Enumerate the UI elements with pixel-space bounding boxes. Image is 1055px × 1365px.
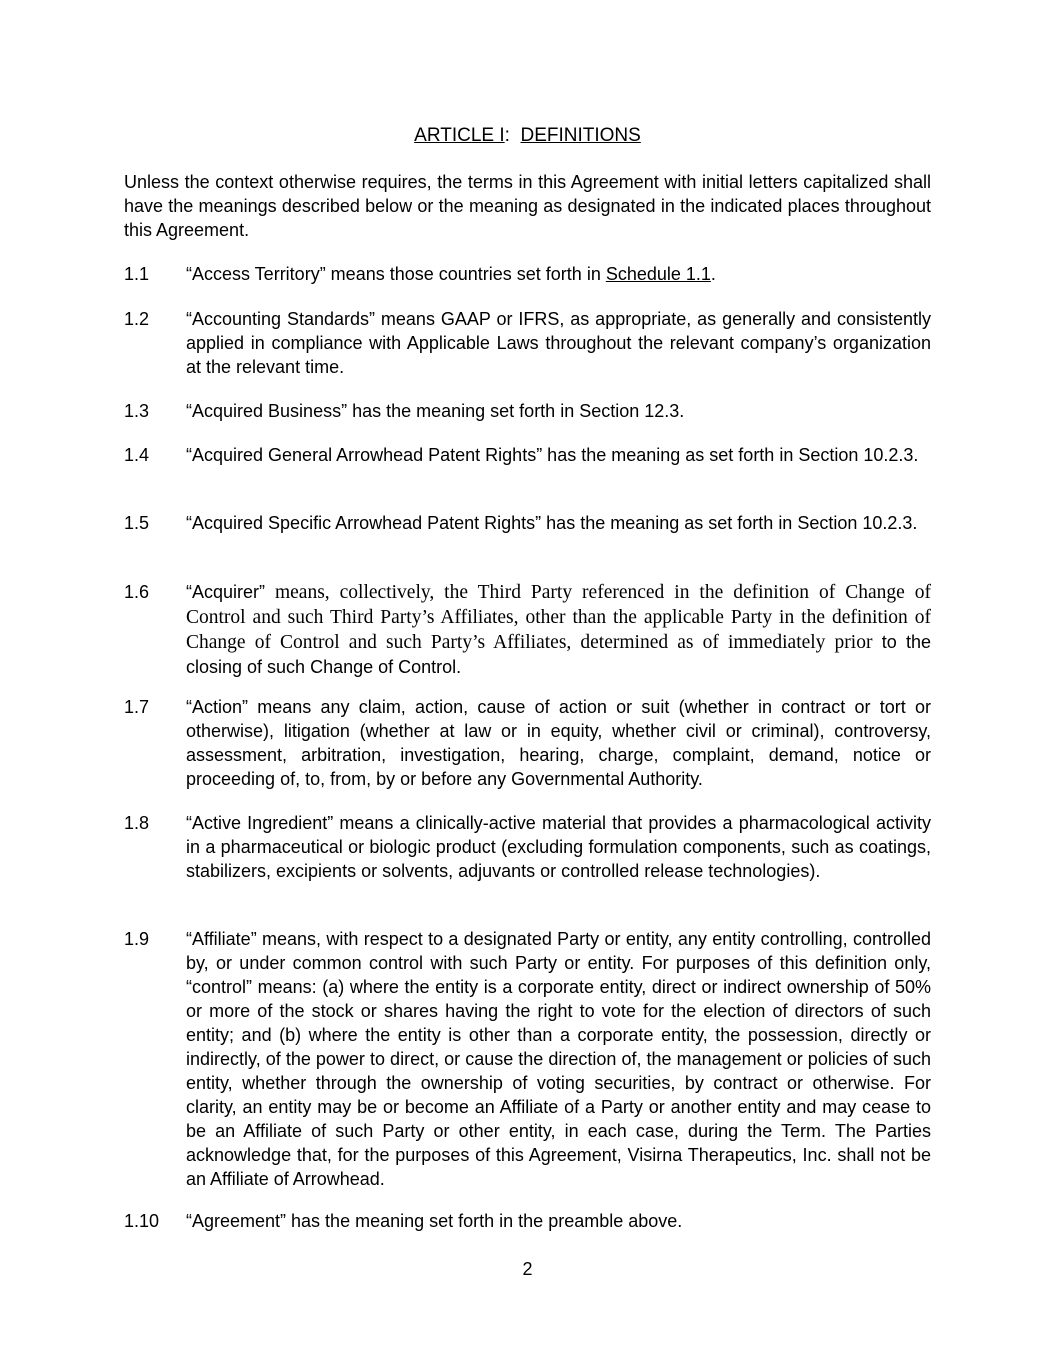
definition-1-8 — [124, 811, 931, 883]
heading-colon: : — [504, 125, 510, 146]
definition-serif-text: means, collectively, the Third Party referenced in the definition of Change of Control and such Third Party’s Affiliates, other than the applicable Party in the definition of Change of Control and such Party’s Affiliates, determined as of immediately prior — [186, 582, 931, 653]
definition-1-1 — [124, 262, 931, 286]
definition-1-9 — [124, 927, 931, 1191]
definition-text: “Affiliate” means, with respect to a designated Party or entity, any entity controlling, controlled by, or under common control with such Party or entity. For purposes of this definition only, “control” means: (a) where the entity is a corporate entity, direct or indirect ownership of 50% or more of the stock or shares having the right to vote for the election of directors of such entity; and (b) where the entity is other than a corporate entity, the possession, directly or indirectly, of the power to direct, or cause the direction of, the management or policies of such entity, whether through the ownership of voting securities, by contract or otherwise. For clarity, an entity may be or become an Affiliate of a Party or another entity and may cease to be an Affiliate of such Party or other entity, in each case, during the Term. The Parties acknowledge that, for the purposes of this Agreement, Visirna Therapeutics, Inc. shall not be an Affiliate of Arrowhead. — [186, 929, 931, 1189]
definition-number: 1.3 — [124, 401, 150, 421]
definition-number: 1.6 — [124, 582, 150, 602]
definition-text: “Agreement” has the meaning set forth in the preamble above. — [186, 1211, 683, 1231]
definition-tail: to the closing of such Change of Control. — [186, 632, 931, 677]
definition-text: “Acquired General Arrowhead Patent Rights” has the meaning as set forth in Section 10.2.3. — [186, 445, 919, 465]
definition-text: “Active Ingredient” means a clinically-active material that provides a pharmacological activity in a pharmaceutical or biologic product (excluding formulation components, such as coatings, stabilizers, excipients or solvents, adjuvants or controlled release technologies). — [186, 813, 931, 881]
definition-number: 1.10 — [124, 1211, 160, 1231]
definition-lead: “Access Territory” means those countries set forth in — [186, 264, 606, 284]
definition-1-5 — [124, 511, 931, 535]
page-number: 2 — [522, 1259, 533, 1279]
article-label: ARTICLE I — [414, 125, 505, 146]
definition-text: “Acquired Business” has the meaning set forth in Section 12.3. — [186, 401, 685, 421]
definition-number: 1.1 — [124, 264, 150, 284]
definition-1-10 — [124, 1209, 931, 1233]
article-title: DEFINITIONS — [520, 125, 641, 146]
defined-term: “Acquirer” — [186, 582, 266, 602]
definition-1-4 — [124, 443, 931, 467]
definition-tail: . — [710, 264, 716, 284]
definition-text: “Acquired Specific Arrowhead Patent Rights” has the meaning as set forth in Section 10.2.3. — [186, 513, 918, 533]
definition-text: “Accounting Standards” means GAAP or IFRS, as appropriate, as generally and consistently applied in compliance with Applicable Laws throughout the relevant company’s organization at the relevant time. — [186, 309, 931, 377]
article-heading — [0, 124, 1055, 148]
definition-1-6 — [124, 580, 931, 679]
definition-text — [186, 580, 931, 679]
definition-number: 1.5 — [124, 513, 150, 533]
definition-text: “Action” means any claim, action, cause of action or suit (whether in contract or tort or otherwise), litigation (whether at law or in equity, whether civil or criminal), controversy, assessment, arbitration, investigation, hearing, charge, complaint, demand, notice or proceeding of, to, from, by or before any Governmental Authority. — [186, 697, 931, 789]
definition-number: 1.4 — [124, 445, 150, 465]
definition-number: 1.2 — [124, 309, 150, 329]
definition-number: 1.8 — [124, 813, 150, 833]
definition-text — [186, 262, 931, 286]
definition-number: 1.7 — [124, 697, 150, 717]
schedule-link: Schedule 1.1 — [605, 264, 711, 284]
definition-1-3 — [124, 399, 931, 423]
definition-number: 1.9 — [124, 929, 150, 949]
definition-1-2 — [124, 307, 931, 379]
definition-1-7 — [124, 695, 931, 791]
intro-paragraph: Unless the context otherwise requires, the terms in this Agreement with initial letters capitalized shall have the meanings described below or the meaning as designated in the indicated places throughout this Agreement. — [124, 172, 931, 240]
